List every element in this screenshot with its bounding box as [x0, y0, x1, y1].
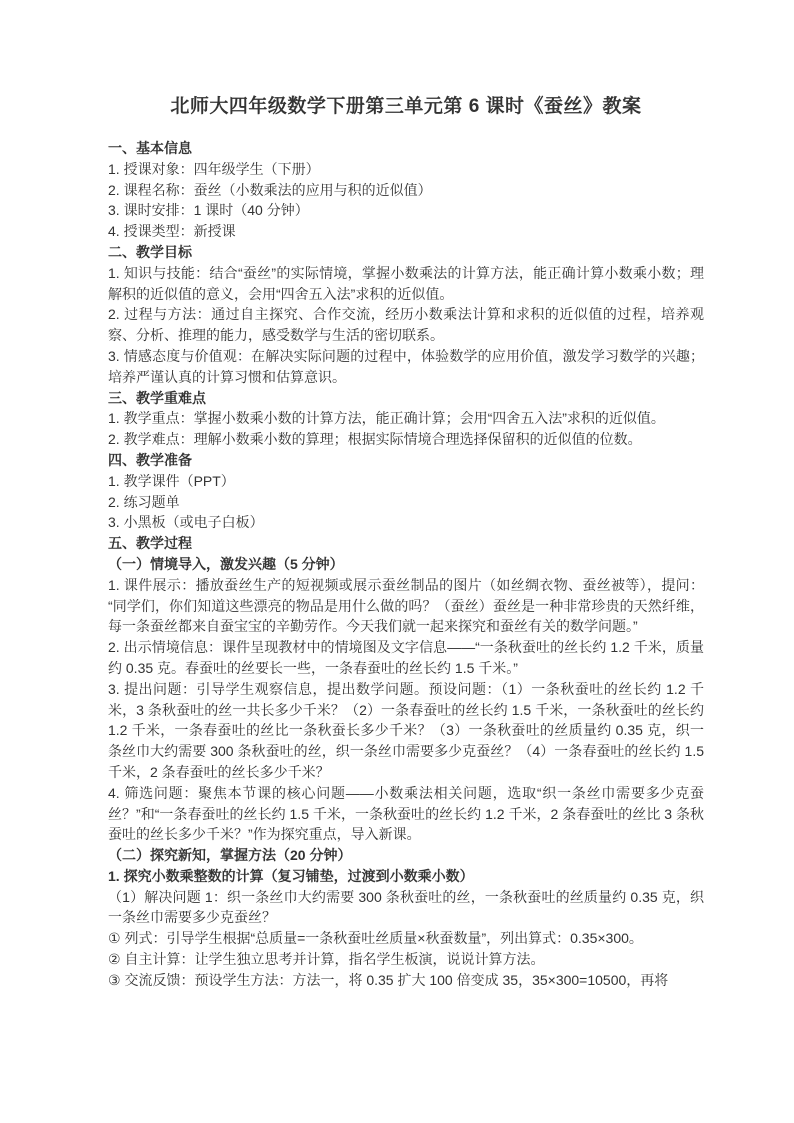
paragraph: 2. 课程名称：蚕丝（小数乘法的应用与积的近似值） [108, 181, 432, 198]
paragraph: 4. 授课类型：新授课 [108, 223, 236, 240]
paragraph: （1）解决问题 1：织一条丝巾大约需要 300 条秋蚕吐的丝，一条秋蚕吐的丝质量约 0.35 克，织一条丝巾需要多少克蚕丝？ [108, 888, 704, 926]
paragraph: 2. 过程与方法：通过自主探究、合作交流，经历小数乘法计算和求积的近似值的过程，培养观察、分析、推理的能力，感受数学与生活的密切联系。 [108, 306, 704, 344]
paragraph: 1. 知识与技能：结合“蚕丝”的实际情境，掌握小数乘法的计算方法，能正确计算小数乘小数；理解积的近似值的意义，会用“四舍五入法”求积的近似值。 [108, 264, 704, 302]
paragraph: ③ 交流反馈：预设学生方法：方法一，将 0.35 扩大 100 倍变成 35，35×300=10500，再将 [108, 971, 669, 988]
section-heading: 1. 探究小数乘整数的计算（复习铺垫，过渡到小数乘小数） [108, 867, 474, 884]
paragraph: 2. 教学难点：理解小数乘小数的算理；根据实际情境合理选择保留积的近似值的位数。 [108, 431, 642, 448]
paragraph: 3. 小黑板（或电子白板） [108, 514, 264, 531]
paragraph: 3. 课时安排：1 课时（40 分钟） [108, 202, 309, 219]
section-heading: 一、基本信息 [108, 140, 192, 156]
paragraph: 3. 提出问题：引导学生观察信息，提出数学问题。预设问题：（1）一条秋蚕吐的丝长约 1.2 千米，3 条秋蚕吐的丝一共长多少千米？（2）一条春蚕吐的丝长约 1.5 千米，一条秋蚕吐的丝长约 1.2 千米，一条春蚕吐的丝比一条秋蚕长多少千米？（3）一条秋蚕吐的丝质量约 0.35 克，织一条丝巾大约需要 300 条秋蚕吐的丝，织一条丝巾需要多少克蚕丝？（4）一条春蚕吐的丝长约 1.5 千米，2 条春蚕吐的丝长多少千米？ [108, 680, 704, 780]
paragraph: 4. 筛选问题：聚焦本节课的核心问题——小数乘法相关问题，选取“织一条丝巾需要多少克蚕丝？”和“一条春蚕吐的丝长约 1.5 千米，一条秋蚕吐的丝长约 1.2 千米，2 条春蚕吐的丝比 3 条秋蚕吐的丝长多少千米？”作为探究重点，导入新课。 [108, 784, 704, 843]
paragraph: ② 自主计算：让学生独立思考并计算，指名学生板演，说说计算方法。 [108, 951, 545, 968]
paragraph: 3. 情感态度与价值观：在解决实际问题的过程中，体验数学的应用价值，激发学习数学的兴趣；培养严谨认真的计算习惯和估算意识。 [108, 347, 704, 385]
section-heading: （一）情境导入，激发兴趣（5 分钟） [108, 555, 344, 572]
section-heading: 三、教学重难点 [108, 389, 206, 406]
section-heading: 五、教学过程 [108, 535, 192, 552]
paragraph: 1. 教学课件（PPT） [108, 472, 235, 489]
document-title: 北师大四年级数学下册第三单元第 6 课时《蚕丝》教案 [170, 96, 642, 117]
paragraph: 2. 练习题单 [108, 493, 180, 510]
section-heading: （二）探究新知，掌握方法（20 分钟） [108, 847, 352, 864]
paragraph: 1. 授课对象：四年级学生（下册） [108, 160, 320, 177]
paragraph: 1. 教学重点：掌握小数乘小数的计算方法，能正确计算；会用“四舍五入法”求积的近似值。 [108, 410, 665, 427]
section-heading: 四、教学准备 [108, 451, 192, 468]
paragraph: ① 列式：引导学生根据“总质量=一条秋蚕吐丝质量×秋蚕数量”，列出算式：0.35×300。 [108, 930, 643, 947]
paragraph: 1. 课件展示：播放蚕丝生产的短视频或展示蚕丝制品的图片（如丝绸衣物、蚕丝被等），提问：“同学们，你们知道这些漂亮的物品是用什么做的吗？（蚕丝）蚕丝是一种非常珍贵的天然纤维，每一条蚕丝都来自蚕宝宝的辛勤劳作。今天我们就一起来探究和蚕丝有关的数学问题。” [108, 576, 704, 635]
section-heading: 二、教学目标 [108, 243, 192, 260]
paragraph: 2. 出示情境信息：课件呈现教材中的情境图及文字信息——“一条秋蚕吐的丝长约 1.2 千米，质量约 0.35 克。春蚕吐的丝要长一些，一条春蚕吐的丝长约 1.5 千米。” [108, 639, 704, 676]
document-body [108, 138, 704, 991]
